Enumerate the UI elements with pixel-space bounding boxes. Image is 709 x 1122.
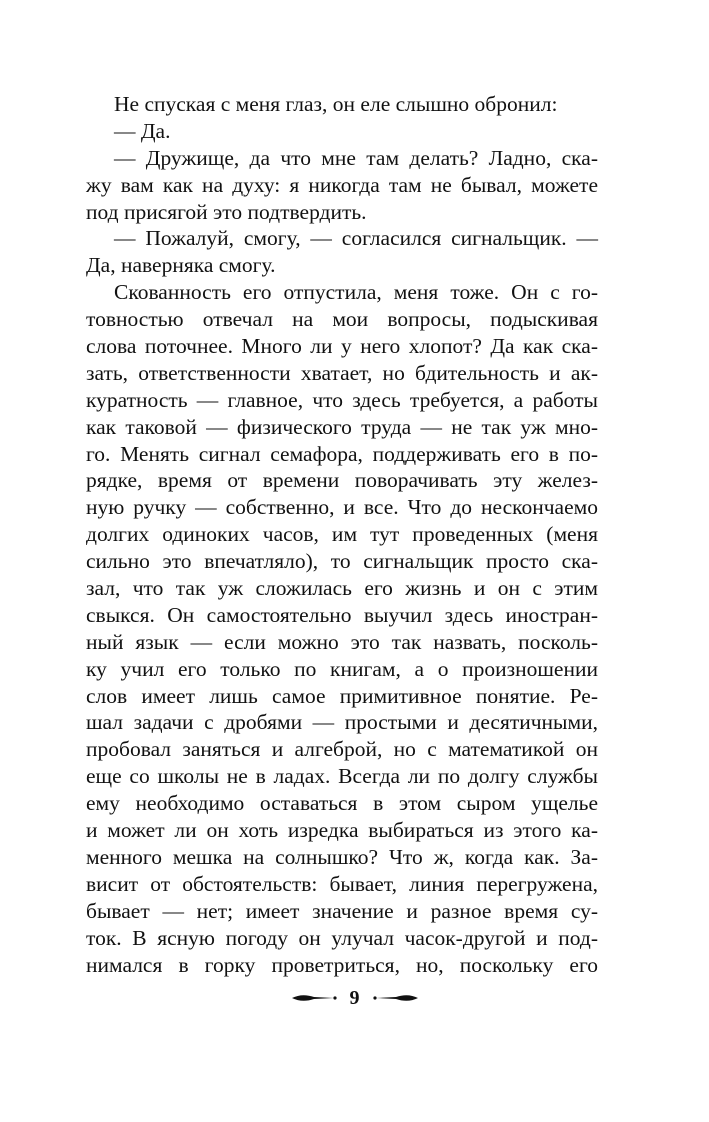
text-line: свыкся. Он самостоятельно выучил здесь иностран- <box>86 602 598 627</box>
text-line: шал задачи с дробями — простыми и десятичными, <box>86 710 598 735</box>
text-line: ную ручку — собственно, и все. Что до нескончаемо <box>86 495 598 520</box>
text-line: — Пожалуй, смогу, — согласился сигнальщик. — <box>114 226 598 251</box>
text-line: и может ли он хоть изредка выбираться из этого ка- <box>86 818 598 843</box>
text-line: го. Менять сигнал семафора, поддерживать его в по- <box>86 441 598 466</box>
text-line: висит от обстоятельств: бывает, линия перегружена, <box>86 871 598 896</box>
text-line: Скованность его отпустила, меня тоже. Он с го- <box>114 280 598 305</box>
text-line: как таковой — физического труда — не так уж мно- <box>86 414 598 439</box>
text-line: слов имеет лишь самое примитивное понятие. Ре- <box>86 683 598 708</box>
text-line: товностью отвечал на мои вопросы, подыскивая <box>86 307 598 332</box>
right-ornament-icon <box>372 992 420 1004</box>
text-line: сильно это впечатляло), то сигнальщик просто ска- <box>86 549 598 574</box>
text-line: менного мешка на солнышко? Что ж, когда как. За- <box>86 844 598 869</box>
text-line: ток. В ясную погоду он улучал часок-другой и под- <box>86 925 598 950</box>
text-line: нимался в горку проветриться, но, поскольку его <box>86 952 598 977</box>
text-line: пробовал заняться и алгеброй, но с математикой он <box>86 737 598 762</box>
text-line: долгих одиноких часов, им тут проведенных (меня <box>86 522 598 547</box>
text-line: слова поточнее. Много ли у него хлопот? Да как ска- <box>86 334 598 359</box>
text-line: под присягой это подтвердить. <box>86 199 367 224</box>
text-line: жу вам как на духу: я никогда там не бывал, можете <box>86 172 598 197</box>
text-line: еще со школы не в ладах. Всегда ли по долгу службы <box>86 764 598 789</box>
text-line: ку учил его только по книгам, а о произношении <box>86 656 598 681</box>
text-line: бывает — нет; имеет значение и разное время су- <box>86 898 598 923</box>
body-text <box>86 91 598 978</box>
page-number: 9 <box>349 986 360 1009</box>
text-line: — Да. <box>114 118 171 143</box>
text-line: куратность — главное, что здесь требуется, а работы <box>86 387 598 412</box>
text-line: Да, наверняка смогу. <box>86 253 276 278</box>
text-line: ный язык — если можно это так назвать, посколь- <box>86 629 598 654</box>
text-line: ему необходимо оставаться в этом сыром ущелье <box>86 791 598 816</box>
text-line: зать, ответственности хватает, но бдительность и ак- <box>86 360 598 385</box>
text-line: зал, что так уж сложилась его жизнь и он с этим <box>86 576 598 601</box>
text-line: Не спуская с меня глаз, он еле слышно обронил: <box>114 92 558 116</box>
text-line: — Дружище, да что мне там делать? Ладно, ска- <box>114 145 598 170</box>
page-footer <box>0 983 709 1013</box>
left-ornament-icon <box>290 992 338 1004</box>
text-line: рядке, время от времени поворачивать эту желез- <box>86 468 598 493</box>
